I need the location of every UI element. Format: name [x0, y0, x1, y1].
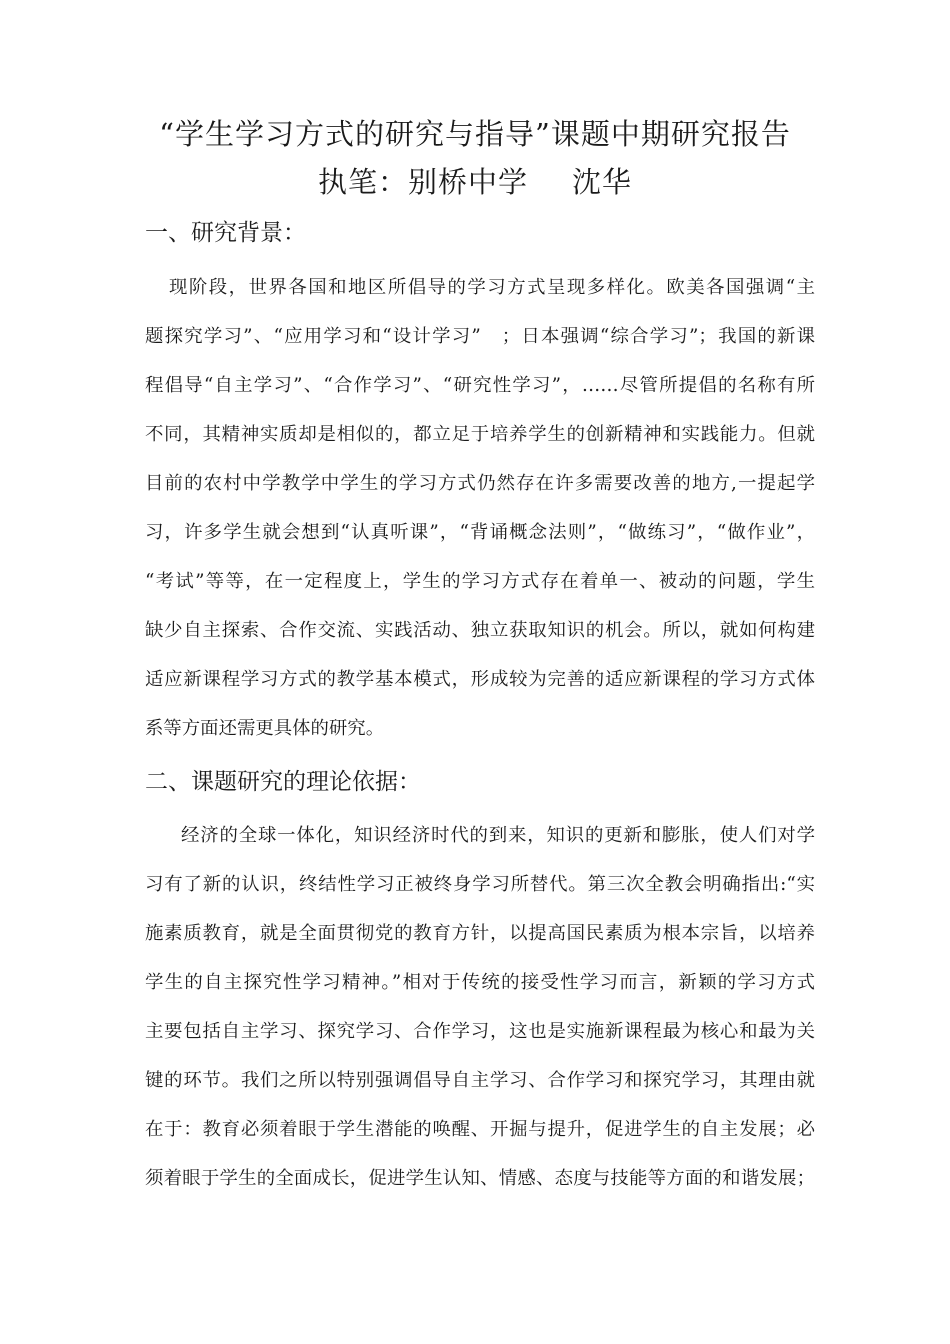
paragraph-background: [145, 263, 815, 753]
author-name: 沈华: [572, 165, 633, 199]
paragraph-line: 目前的农村中学教学中学生的学习方式仍然存在许多需要改善的地方,一提起学: [145, 473, 815, 494]
paragraph-line: 键的环节。我们之所以特别强调倡导自主学习、合作学习和探究学习，其理由就: [145, 1070, 815, 1091]
paragraph-line: 不同，其精神实质却是相似的，都立足于培养学生的创新精神和实践能力。但就: [145, 424, 815, 445]
author-line: [0, 160, 950, 201]
paragraph-theory: [145, 811, 815, 1203]
paragraph-line: 经济的全球一体化，知识经济时代的到来，知识的更新和膨胀，使人们对学: [181, 825, 815, 846]
paragraph-line: 缺少自主探索、合作交流、实践活动、独立获取知识的机会。所以，就如何构建: [145, 620, 815, 641]
paragraph-line: 习有了新的认识，终结性学习正被终身学习所替代。第三次全教会明确指出:“实: [145, 874, 815, 895]
paragraph-line: 在于：教育必须着眼于学生潜能的唤醒、开掘与提升，促进学生的自主发展；必: [145, 1119, 815, 1140]
paragraph-line: “考试”等等，在一定程度上，学生的学习方式存在着单一、被动的问题，学生: [145, 571, 815, 592]
paragraph-line: 适应新课程学习方式的教学基本模式，形成较为完善的适应新课程的学习方式体: [145, 669, 815, 690]
document-title: “学生学习方式的研究与指导”课题中期研究报告: [159, 117, 791, 151]
paragraph-line: 系等方面还需更具体的研究。: [145, 718, 385, 739]
paragraph-line: 现阶段，世界各国和地区所倡导的学习方式呈现多样化。欧美各国强调“主: [169, 277, 815, 298]
paragraph-line: 题探究学习”、“应用学习和“设计学习” ；日本强调“综合学习”；我国的新课: [145, 326, 815, 347]
paragraph-line: 学生的自主探究性学习精神。”相对于传统的接受性学习而言，新颖的学习方式: [145, 972, 815, 993]
paragraph-line: 程倡导“自主学习”、“合作学习”、“研究性学习”，……尽管所提倡的名称有所: [145, 375, 815, 396]
paragraph-line: 施素质教育，就是全面贯彻党的教育方针，以提高国民素质为根本宗旨，以培养: [145, 923, 815, 944]
section-heading-background: 一、研究背景：: [145, 220, 306, 246]
paragraph-line: 主要包括自主学习、探究学习、合作学习，这也是实施新课程最为核心和最为关: [145, 1021, 815, 1042]
section-heading-theory: 二、课题研究的理论依据：: [145, 769, 421, 795]
paragraph-line: 须着眼于学生的全面成长，促进学生认知、情感、态度与技能等方面的和谐发展；: [145, 1168, 815, 1189]
paragraph-line: 习，许多学生就会想到“认真听课”，“背诵概念法则”，“做练习”，“做作业”，: [145, 522, 815, 543]
author-school: 执笔：别桥中学: [317, 165, 528, 199]
